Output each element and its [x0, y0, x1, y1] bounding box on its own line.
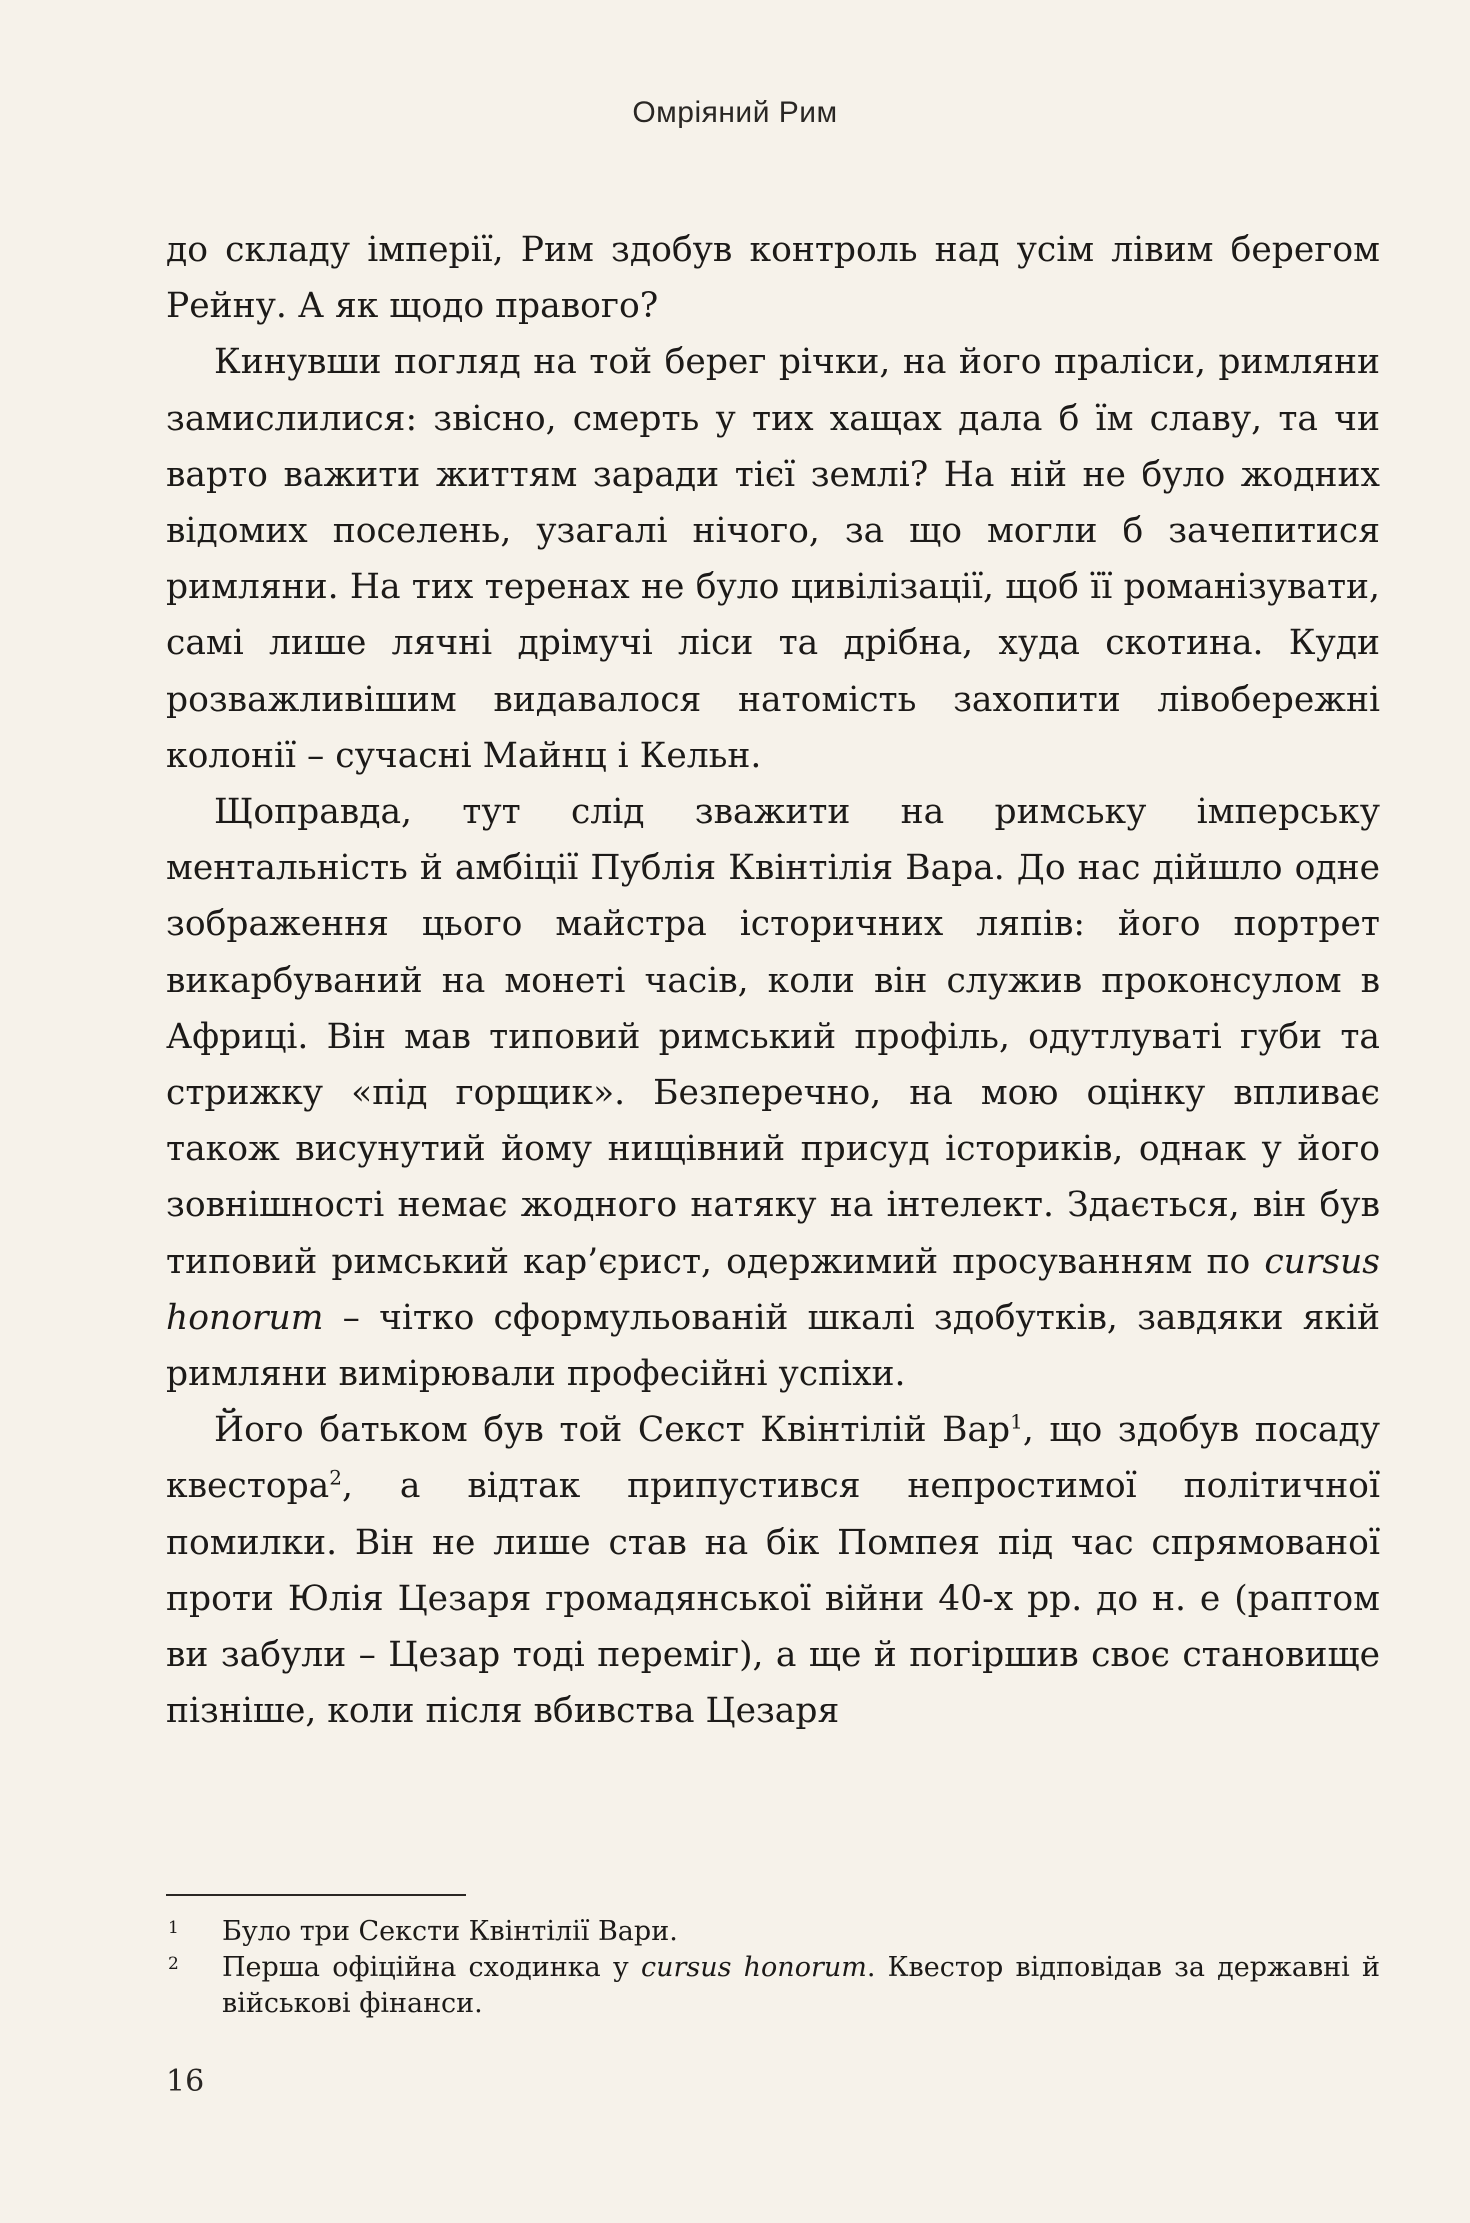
paragraph-2: Кинувши погляд на той берег річки, на його праліси, римляни замислилися: звісно, смерть у тих хащах дала б їм славу, та чи варто важити життям заради тієї землі? На ній не було жодних відомих поселень, узагалі нічого, за що могли б зачепитися римляни. На тих теренах не було цивілізації, щоб її романізувати, самі лише лячні дрімучі ліси та дрібна, худа скотина. Куди розважливішим видавалося натомість захопити лівобережні колонії – сучасні Майнц і Кельн.	[166, 342, 1380, 776]
latin-term: cursus honorum	[166, 1241, 1380, 1338]
paragraph-3-text-b: – чітко сформульованій шкалі здобутків, завдяки якій римляни вимірювали професійні успіхи.	[166, 1297, 1381, 1395]
paragraph-4	[166, 1402, 1380, 1739]
footnotes	[166, 1914, 1380, 2022]
paragraph-3	[166, 784, 1380, 1402]
paragraph-4-text-a: Його батьком був той Секст Квінтілій Вар	[214, 1410, 1011, 1451]
paragraph-4-text-b: , що здобув посаду квестора	[166, 1410, 1381, 1507]
running-title: Омріяний Рим	[632, 96, 838, 129]
page-number: 16	[166, 2064, 205, 2099]
paragraph-3-text-a: Щоправда, тут слід зважити на римську імперську ментальність й амбіції Публія Квінтілія Вара. До нас дійшло одне зображення цього майстра історичних ляпів: його портрет викарбуваний на монеті часів, коли він служив проконсулом в Африці. Він мав типовий римський профіль, одутлуваті губи та стрижку «під горщик». Безперечно, на мою оцінку впливає також висунутий йому нищівний присуд істориків, однак у його зовнішності немає жодного натяку на інтелект. Здається, він був типовий римський кар’єрист, одержимий просуванням по	[166, 792, 1380, 1282]
footnote-text: Було три Сексти Квінтілії Вари.	[222, 1916, 678, 1947]
paragraph-1: до складу імперії, Рим здобув контроль над усім лівим берегом Рейну. А як щодо правого?	[166, 230, 1380, 327]
footnote-1	[166, 1914, 1380, 1950]
footnote-2	[166, 1950, 1380, 2022]
paragraph-4-text-c: , а відтак припустився непростимої політичної помилки. Він не лише став на бік Помпея під час спрямованої проти Юлія Цезаря громадянської війни 40-х рр. до н. е (раптом ви забули – Цезар тоді переміг), а ще й погіршив своє становище пізніше, коли після вбивства Цезаря	[166, 1466, 1380, 1732]
footnote-latin-term: cursus honorum	[640, 1952, 867, 1983]
footnote-divider	[166, 1894, 466, 1896]
footnote-ref-2[interactable]: 2	[329, 1465, 342, 1490]
footnote-ref-1[interactable]: 1	[1010, 1409, 1023, 1434]
footnote-number: 2	[168, 1954, 179, 1974]
footnote-text-b: . Квестор відповідав за державні й військові фінанси.	[222, 1952, 1380, 2019]
main-text	[166, 222, 1380, 1739]
footnote-number: 1	[168, 1918, 179, 1938]
footnote-text-a: Перша офіційна сходинка у	[222, 1952, 629, 1983]
